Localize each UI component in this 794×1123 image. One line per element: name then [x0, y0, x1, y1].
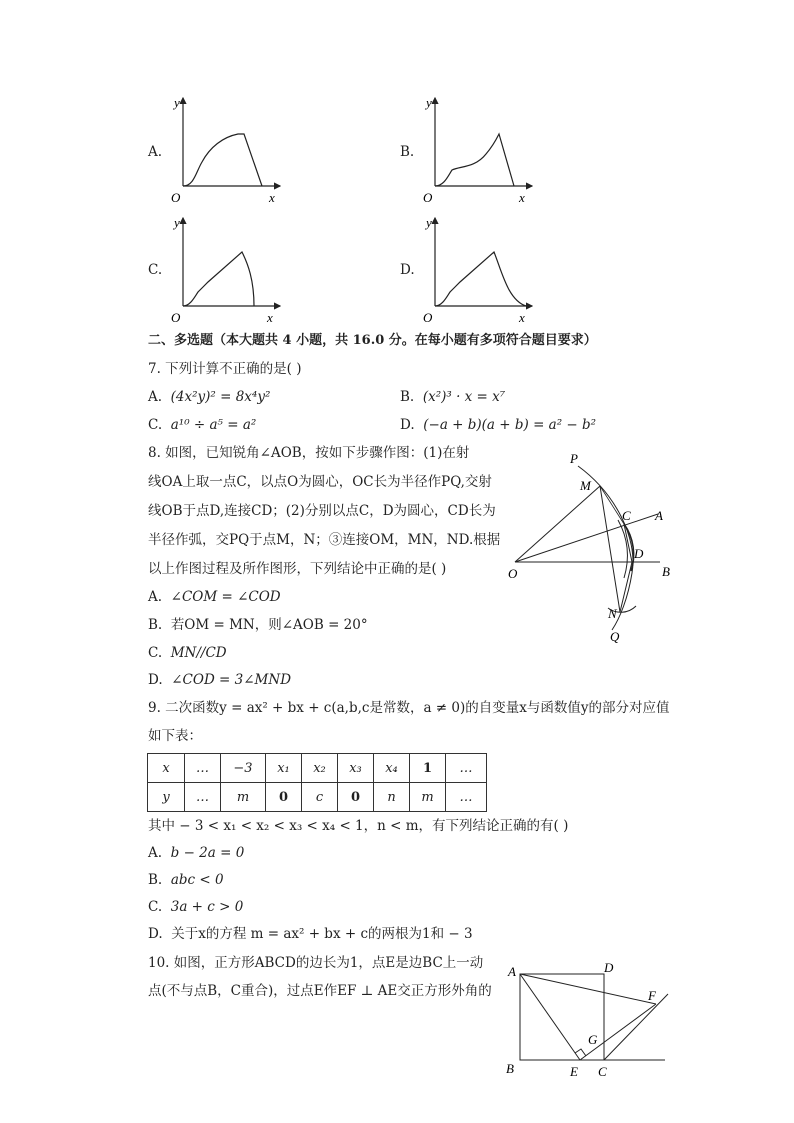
svg-text:C: C — [598, 1064, 607, 1079]
q8-line-5: 以上作图过程及所作图形，下列结论中正确的是( ) — [148, 561, 447, 577]
svg-text:N: N — [608, 606, 617, 621]
q10-line-1: 10. 如图，正方形ABCD的边长为1，点E是边BC上一动 — [148, 955, 484, 971]
svg-text:B: B — [506, 1061, 514, 1076]
svg-text:O: O — [423, 310, 433, 324]
svg-text:M: M — [580, 478, 591, 493]
q7-option-c[interactable]: C. a¹⁰ ÷ a⁵ = a² — [148, 417, 257, 433]
svg-text:D: D — [604, 960, 614, 975]
x-label: x — [269, 190, 275, 204]
option-b-label: B. — [400, 144, 415, 160]
q10-line-2: 点(不与点B，C重合)，过点E作EF ⊥ AE交正方形外角的 — [148, 983, 492, 999]
svg-text:O: O — [423, 190, 433, 204]
q9-option-d[interactable]: D. 关于x的方程 m = ax² + bx + c的两根为1和 − 3 — [148, 926, 473, 942]
svg-text:G: G — [588, 1032, 598, 1047]
table-row-x: x … −3 x₁ x₂ x₃ x₄ 1 … — [148, 754, 487, 783]
q10-figure — [500, 958, 680, 1083]
q9-stem: 9. 二次函数y = ax² + bx + c(a,b,c是常数，a ≠ 0)的自变量x与函数值y的部分对应值 — [148, 700, 670, 716]
svg-text:Q: Q — [610, 629, 620, 644]
svg-text:y: y — [426, 215, 432, 230]
segment-af — [520, 974, 656, 1004]
q8-option-c[interactable]: C. MN//CD — [148, 645, 227, 661]
q9-condition: 其中 − 3 < x₁ < x₂ < x₃ < x₄ < 1，n < m，有下列结论正确的有( ) — [148, 818, 569, 834]
svg-text:x: x — [519, 310, 525, 324]
svg-text:x: x — [267, 310, 273, 324]
graph-d — [420, 212, 540, 324]
svg-text:D: D — [634, 546, 644, 561]
q9-option-c[interactable]: C. 3a + c > 0 — [148, 899, 244, 915]
q7-stem: 7. 下列计算不正确的是( ) — [148, 361, 302, 377]
segment-mn — [600, 486, 620, 612]
segment-om — [515, 486, 600, 562]
origin-label: O — [171, 190, 181, 204]
q9-stem-2: 如下表： — [148, 728, 202, 744]
q9-option-b[interactable]: B. abc < 0 — [148, 872, 224, 888]
q7-option-d[interactable]: D. (−a + b)(a + b) = a² − b² — [400, 417, 597, 433]
svg-text:P: P — [570, 451, 578, 466]
svg-text:A: A — [508, 964, 516, 979]
table-row-y: y … m 0 c 0 n m … — [148, 783, 487, 812]
q8-line-1: 8. 如图，已知锐角∠AOB，按如下步骤作图：(1)在射 — [148, 445, 470, 461]
svg-text:y: y — [426, 95, 432, 110]
svg-text:y: y — [174, 215, 180, 230]
section-heading: 二、多选题（本大题共 4 小题，共 16.0 分。在每小题有多项符合题目要求） — [148, 333, 597, 348]
q8-line-2: 线OA上取一点C，以点O为圆心，OC长为半径作PQ,交射 — [148, 474, 492, 490]
segment-ae — [520, 974, 580, 1060]
option-a-label: A. — [148, 144, 163, 160]
svg-text:F: F — [648, 988, 656, 1003]
q7-option-a[interactable]: A. (4x²y)² = 8x⁴y² — [148, 389, 271, 405]
option-d-label: D. — [400, 262, 415, 278]
option-c-label: C. — [148, 262, 163, 278]
graph-c — [168, 212, 288, 324]
svg-text:E: E — [570, 1064, 578, 1079]
q8-figure — [500, 448, 680, 648]
q8-line-3: 线OB于点D,连接CD；(2)分别以点C，D为圆心，CD长为 — [148, 503, 496, 519]
svg-text:A: A — [655, 508, 663, 523]
svg-text:O: O — [171, 310, 181, 324]
q9-value-table — [147, 753, 487, 812]
svg-text:O: O — [508, 566, 518, 581]
q9-option-a[interactable]: A. b − 2a = 0 — [148, 845, 245, 861]
svg-text:C: C — [622, 508, 631, 523]
q8-option-a[interactable]: A. ∠COM = ∠COD — [148, 589, 281, 605]
q7-option-b[interactable]: B. (x²)³ · x = x⁷ — [400, 389, 506, 405]
y-label: y — [174, 95, 180, 110]
q8-option-b[interactable]: B. 若OM = MN，则∠AOB = 20° — [148, 617, 368, 633]
curve — [183, 134, 262, 186]
svg-text:B: B — [662, 564, 670, 579]
graph-b — [420, 92, 540, 204]
q8-option-d[interactable]: D. ∠COD = 3∠MND — [148, 672, 292, 688]
svg-text:x: x — [519, 190, 525, 204]
q8-line-4: 半径作弧，交PQ于点M，N；③连接OM，MN，ND.根据 — [148, 532, 501, 548]
graph-a — [168, 92, 288, 204]
square-abcd — [520, 974, 604, 1060]
